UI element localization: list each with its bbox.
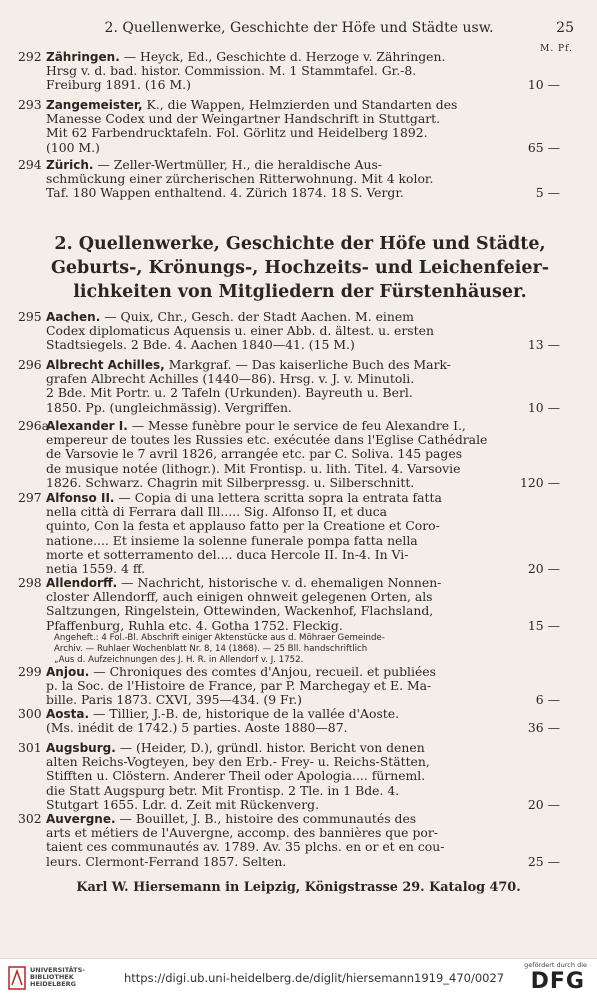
catalog-footer: Karl W. Hiersemann in Leipzig, Königstrasse 29. Katalog 470. <box>76 880 521 895</box>
entry-number: 292 <box>18 49 42 64</box>
entry-heading: Auvergne. <box>46 812 116 826</box>
entry-line <box>46 158 508 172</box>
entry-price: 20 — <box>527 561 560 576</box>
library-name: UNIVERSITÄTS- BIBLIOTHEK HEIDELBERG <box>30 966 85 988</box>
entry-line <box>46 741 508 755</box>
entry-line-text: — Copia di una lettera scritta sopra la entrata fatta <box>114 490 442 505</box>
funder-note: gefördert durch die <box>524 961 587 969</box>
section-title <box>30 232 570 304</box>
entry-line: netia 1559. 4 ff. <box>46 561 146 577</box>
entry-line-text: — Bouillet, J. B., histoire des communautés des <box>115 811 417 826</box>
entry-line: arts et métiers de l'Auvergne, accomp. des bannières que por- <box>46 825 438 841</box>
currency-header: M. Pf. <box>540 44 573 54</box>
entry-text <box>46 707 508 735</box>
entry-number: 297 <box>18 490 42 505</box>
entry-line <box>46 310 508 324</box>
entry-line: nella città di Ferrara dall Ill..... Sig. Alfonso II, et duca <box>46 504 388 520</box>
entry-text <box>46 310 508 353</box>
entry-line: 1826. Schwarz. Chagrin mit Silberpressg. u. Silberschnitt. <box>46 474 415 490</box>
entry-heading: Zürich. <box>46 158 94 172</box>
entry-line: bille. Paris 1873. CXVI, 395—434. (9 Fr.) <box>46 692 302 708</box>
entry-line <box>46 419 508 433</box>
entry-price: 6 — <box>535 692 560 708</box>
entry-line: Pfaffenburg, Ruhla etc. 4. Gotha 1752. Fleckig. <box>46 617 343 633</box>
entry-price: 10 — <box>527 399 560 415</box>
entry-price: 25 — <box>527 853 560 869</box>
entry-text <box>46 358 508 415</box>
entry-line-text: — Heyck, Ed., Geschichte d. Herzoge v. Zähringen. <box>119 49 446 64</box>
entry-line: Taf. 180 Wappen enthaltend. 4. Zürich 1874. 18 S. Vergr. <box>46 185 404 201</box>
entry-line: Codex diplomaticus Aquensis u. einer Abb. d. ältest. u. ersten <box>46 323 434 339</box>
entry-line: empereur de toutes les Russies etc. exécutée dans l'Eglise Cathédrale <box>46 432 488 448</box>
entry-line-text: — Nachricht, historische v. d. ehemaligen Nonnen- <box>117 575 442 590</box>
entry-line: schmückung einer zürcherischen Ritterwohnung. Mit 4 kolor. <box>46 171 434 187</box>
section-title-line: lichkeiten von Mitgliedern der Fürstenhäuser. <box>73 282 527 302</box>
entry-line: alten Reichs-Vogteyen, bey den Erb.- Frey- u. Reichs-Stätten, <box>46 754 430 770</box>
entry-number: 296 <box>18 357 42 372</box>
entry-line: 1850. Pp. (ungleichmässig). Vergriffen. <box>46 399 292 415</box>
entry-line-text: — Tillier, J.-B. de, historique de la vallée d'Aoste. <box>89 706 400 721</box>
entry-line: leurs. Clermont-Ferrand 1857. Selten. <box>46 853 287 869</box>
entry-note: Angeheft.: 4 Fol.-Bl. Abschrift einiger Aktenstücke aus d. Möhraer Gemeinde- <box>54 632 385 643</box>
entry-line: taient ces communautés av. 1789. Av. 35 plchs. en or et en cou- <box>46 839 445 855</box>
entry-number: 300 <box>18 706 42 721</box>
entry-line: grafen Albrecht Achilles (1440—86). Hrsg. v. J. v. Minutoli. <box>46 371 415 387</box>
entry-line: 2 Bde. Mit Portr. u. 2 Tafeln (Urkunden). Bayreuth u. Berl. <box>46 385 413 401</box>
entry-line: Mit 62 Farbendrucktafeln. Fol. Görlitz und Heidelberg 1892. <box>46 125 428 141</box>
entry-price: 120 — <box>520 474 560 490</box>
entry-line <box>46 707 508 721</box>
entry-line: quinto, Con la festa et applauso fatto per la Creatione et Coro- <box>46 518 440 534</box>
entry-line <box>46 576 508 590</box>
entry-line: (Ms. inédit de 1742.) 5 parties. Aoste 1880—87. <box>46 720 348 736</box>
entry-number: 302 <box>18 811 42 826</box>
page-number: 25 <box>556 20 574 36</box>
entry-number: 295 <box>18 309 42 324</box>
entry-line-text: Markgraf. — Das kaiserliche Buch des Mark- <box>164 357 451 372</box>
entry-line <box>46 812 508 826</box>
entry-text <box>46 491 508 576</box>
entry-number: 301 <box>18 740 42 755</box>
entry-line: p. la Soc. de l'Histoire de France, par P. Marchegay et E. Ma- <box>46 678 432 694</box>
entry-line: natione.... Et insieme la solenne funerale pompa fatta nella <box>46 532 418 548</box>
entry-text <box>46 741 508 812</box>
entry-text <box>46 419 508 490</box>
entry-line: (100 M.) <box>46 139 100 155</box>
entry-text <box>46 576 508 666</box>
entry-line <box>46 98 508 112</box>
entry-line: Hrsg v. d. bad. histor. Commission. M. 1 Stammtafel. Gr.-8. <box>46 63 417 79</box>
entry-line: Stutgart 1655. Ldr. d. Zeit mit Rückenverg. <box>46 796 320 812</box>
entry-line <box>46 358 508 372</box>
running-title: 2. Quellenwerke, Geschichte der Höfe und Städte usw. <box>104 20 494 36</box>
running-header <box>14 20 584 40</box>
entry-heading: Aosta. <box>46 707 90 721</box>
entry-text <box>46 98 508 155</box>
viewer-bottom-bar <box>0 958 597 998</box>
section-title-line: 2. Quellenwerke, Geschichte der Höfe und Städte, <box>54 234 546 254</box>
entry-note: Archiv. — Ruhlaer Wochenblatt Nr. 8, 14 (1868). — 25 Bll. handschriftlich <box>54 643 368 654</box>
entry-text <box>46 50 508 93</box>
entry-line: morte et sotterramento del.... duca Hercole II. In-4. In Vi- <box>46 546 409 562</box>
entry-number: 299 <box>18 664 42 679</box>
entry-line: de musique notée (lithogr.). Mit Frontisp. u. lith. Titel. 4. Varsovie <box>46 460 461 476</box>
entry-line <box>46 491 508 505</box>
entry-price: 5 — <box>535 185 560 201</box>
entry-line-text: — Quix, Chr., Gesch. der Stadt Aachen. M. einem <box>100 309 414 324</box>
entry-price: 65 — <box>527 139 560 155</box>
entry-line <box>46 50 508 64</box>
entry-line: closter Allendorff, auch einigen ohnweit gelegenen Orten, als <box>46 589 433 605</box>
entry-price: 10 — <box>527 77 560 93</box>
entry-line: Stifften u. Clöstern. Anderer Theil oder Apologia.... fürneml. <box>46 768 426 784</box>
entry-heading: Alfonso II. <box>46 491 115 505</box>
entry-heading: Augsburg. <box>46 741 116 755</box>
entry-heading: Alexander I. <box>46 419 128 433</box>
entry-heading: Albrecht Achilles, <box>46 358 165 372</box>
entry-number: 296a <box>18 418 50 433</box>
entry-heading: Anjou. <box>46 665 90 679</box>
dfg-logo[interactable]: DFG <box>530 969 585 994</box>
entry-heading: Allendorff. <box>46 576 118 590</box>
entry-heading: Zähringen. <box>46 50 120 64</box>
entry-price: 36 — <box>527 720 560 736</box>
university-library-logo-icon[interactable] <box>8 965 26 991</box>
entry-line-text: K., die Wappen, Helmzierden und Standarten des <box>142 97 458 112</box>
section-title-line: Geburts-, Krönungs-, Hochzeits- und Leichenfeier- <box>50 258 550 278</box>
entry-line-text: — Zeller-Wertmüller, H., die heraldische Aus- <box>93 157 383 172</box>
entry-number: 298 <box>18 575 42 590</box>
entry-line-text: — Chroniques des comtes d'Anjou, recueil. et publiées <box>89 664 436 679</box>
entry-line <box>46 665 508 679</box>
entry-price: 20 — <box>527 796 560 812</box>
entry-line: de Varsovie le 7 avril 1826, arrangée etc. par C. Soliva. 145 pages <box>46 446 463 462</box>
entry-line: Manesse Codex und der Weingartner Handschrift in Stuttgart. <box>46 111 441 127</box>
entry-line: die Statt Augspurg betr. Mit Frontisp. 2 Tle. in 1 Bde. 4. <box>46 782 400 798</box>
entry-text <box>46 158 508 201</box>
entry-heading: Aachen. <box>46 310 101 324</box>
entry-note: „Aus d. Aufzeichnungen des J. H. R. in Allendorf v. J. 1752. <box>54 654 304 665</box>
entry-line-text: — Messe funèbre pour le service de feu Alexandre I., <box>127 418 466 433</box>
entry-line-text: — (Heider, D.), gründl. histor. Bericht von denen <box>115 740 425 755</box>
entry-number: 293 <box>18 97 42 112</box>
entry-text <box>46 812 508 869</box>
entry-price: 15 — <box>527 617 560 633</box>
entry-number: 294 <box>18 157 42 172</box>
entry-text <box>46 665 508 708</box>
entry-heading: Zangemeister, <box>46 98 143 112</box>
permalink-url[interactable]: https://digi.ub.uni-heidelberg.de/diglit/hiersemann1919_470/0027 <box>124 971 505 985</box>
entry-line: Saltzungen, Ringelstein, Ottewinden, Wackenhof, Flachsland, <box>46 603 434 619</box>
entry-line: Stadtsiegels. 2 Bde. 4. Aachen 1840—41. (15 M.) <box>46 337 355 353</box>
entry-line: Freiburg 1891. (16 M.) <box>46 77 191 93</box>
entry-price: 13 — <box>527 337 560 353</box>
